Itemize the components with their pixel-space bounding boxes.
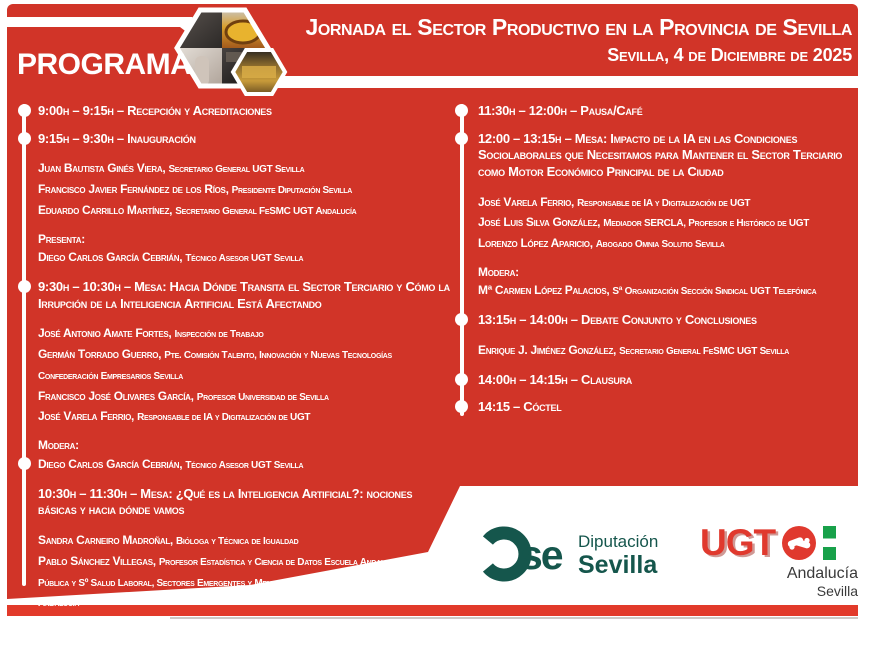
speaker-entry <box>478 233 860 254</box>
speaker-name: Juan Bautista Ginés Viera, <box>38 161 169 176</box>
time-slot-label: 10:30h – 11:30h – Mesa: ¿Qué es la Inteligencia Artificial?: nociones básicas y hacia dónde vamos <box>38 485 413 518</box>
speaker-name: Mª Carmen López Palacios, <box>478 283 613 298</box>
speaker-name: José Varela Ferrio, <box>38 409 138 424</box>
timeline-dot <box>18 280 31 293</box>
timeline-dot <box>455 104 468 117</box>
speaker-entry <box>38 344 452 386</box>
time-slot-label: 9:30h – 10:30h – Mesa: Hacia Dónde Transita el Sector Terciario y Cómo la Irrupción de la Inteligencia Artificial Está Afectando <box>38 279 450 311</box>
speaker-role: Mediador SERCLA, Profesor e Histórico de UGT <box>603 218 810 230</box>
speaker-entry <box>38 530 452 551</box>
speaker-name: José Luis Silva González, <box>478 215 604 230</box>
speaker-group <box>38 158 452 220</box>
schedule-column-right <box>478 103 860 427</box>
speaker-name: Luisa Ávila González, <box>38 642 146 657</box>
speaker-entry <box>38 406 452 427</box>
speaker-role: Secretario General FeSMC UGT Andalucía <box>175 205 357 217</box>
event-title: Jornada el Sector Productivo en la Provincia de Sevilla <box>305 14 852 40</box>
title-block <box>212 13 852 66</box>
speaker-role: Pte. Comisión Talento, Innovación y Nuevas Tecnologías Confederación Empresarios Sevilla <box>38 350 392 382</box>
speaker-entry <box>38 323 452 344</box>
speaker-role: Profesor Universidad de Sevilla <box>196 391 329 403</box>
diputacion-mark-text: se <box>520 532 562 578</box>
timeline-dot <box>455 132 468 145</box>
speaker-role-label: Presenta: <box>38 231 85 246</box>
speaker-group <box>478 192 860 254</box>
speaker-group <box>478 265 860 301</box>
speaker-group <box>38 438 452 474</box>
time-slot-label: 14:00h – 14:15h – Clausura <box>478 371 632 387</box>
time-slot-label: 11:30h – 12:00h – Pausa/Café <box>478 103 643 118</box>
speaker-role: Secretario General UGT Sevilla <box>168 164 305 176</box>
speaker-role: Presidente Diputación Sevilla <box>231 185 353 197</box>
ugt-city-label: Sevilla <box>816 582 858 599</box>
time-slot-label: 9:15h – 9:30h – Inauguración <box>38 130 196 146</box>
event-date: Sevilla, 4 de Diciembre de 2025 <box>607 44 852 65</box>
speaker-name: Pablo Sánchez Villegas, <box>38 553 159 568</box>
speaker-name: Diego Carlos García Cebrián, <box>38 456 186 471</box>
speaker-group <box>478 340 860 361</box>
speaker-entry <box>38 640 452 661</box>
speaker-entry <box>38 454 452 475</box>
speaker-role: Abogado Omnia Solutio Sevilla <box>595 239 725 251</box>
speaker-role: Secretario General FeSMC UGT Sevilla <box>619 345 790 357</box>
schedule-time-slot <box>38 103 452 120</box>
time-slot-label: 12:00 – 13:15h – Mesa: Impacto de la IA en las Condiciones Sociolaborales que Necesitamos para Mantener el Sector Terciario como Motor Económico Principal de la Ciudad <box>478 130 843 179</box>
ugt-region-label: Andalucía <box>786 565 858 582</box>
speaker-role-label: Modera: <box>478 264 519 279</box>
speaker-role: Técnico Asesor UGT Sevilla <box>185 459 304 471</box>
speaker-name: Enrique J. Jiménez González, <box>478 342 620 357</box>
schedule-time-slot <box>38 486 452 519</box>
timeline-left <box>22 104 26 586</box>
schedule-time-slot <box>38 131 452 148</box>
speaker-role: Responsable de IA y Digitalización de UGT <box>577 197 751 209</box>
speaker-name: Francisco José Olivares García, <box>38 388 197 403</box>
speaker-name: José Antonio Amate Fortes, <box>38 326 175 341</box>
timeline-dot <box>455 373 468 386</box>
speaker-entry <box>478 192 860 213</box>
schedule-time-slot <box>478 372 860 389</box>
speaker-name: Lorenzo López Aparicio, <box>478 236 596 251</box>
program-heading: PROGRAMA <box>17 48 192 81</box>
speaker-role: Responsable de IA y Digitalización de UGT <box>137 412 311 424</box>
timeline-dot <box>18 132 31 145</box>
speaker-name: Diego Carlos García Cebrián, <box>38 250 186 265</box>
speaker-entry <box>38 386 452 407</box>
speaker-role: Inspección de Trabajo <box>174 329 264 341</box>
schedule-time-slot <box>478 399 860 416</box>
speaker-name: Germán Torrado Guerro, <box>38 347 165 362</box>
speaker-name: Francisco Javier Fernández de los Ríos, <box>38 182 232 197</box>
schedule-time-slot <box>478 103 860 120</box>
time-slot-label: 9:00h – 9:15h – Recepción y Acreditaciones <box>38 103 272 118</box>
diputacion-label: Diputación <box>578 532 659 551</box>
speaker-name: Eduardo Carrillo Martínez, <box>38 202 176 217</box>
speaker-role: Sº Igualdad y Formación FeSMC UGT Andalucía <box>145 645 345 657</box>
speaker-group <box>38 323 452 427</box>
speaker-role: Técnico Asesor UGT Sevilla <box>185 253 304 265</box>
speaker-entry <box>38 247 452 268</box>
time-slot-label: 13:15h – 14:00h – Debate Conjunto y Conclusiones <box>478 312 757 328</box>
speaker-role: Bióloga y Técnica de Igualdad <box>175 535 299 547</box>
speaker-entry <box>478 340 860 361</box>
diputacion-city-label: Sevilla <box>578 551 658 579</box>
timeline-right <box>460 104 464 416</box>
speaker-role-label: Modera: <box>38 438 79 453</box>
speaker-role: Profesor Estadística y Ciencia de Datos Escuela Andaluza de Salud Pública y Sº Salud Laboral, Sectores Emergentes y Memoria Histórica y Democrática UGT Andalucía <box>38 556 438 610</box>
schedule-time-slot <box>478 131 860 181</box>
speaker-entry <box>38 179 452 200</box>
speaker-group <box>38 624 452 660</box>
speaker-entry <box>38 200 452 221</box>
schedule-column-left <box>38 103 452 671</box>
speaker-entry <box>38 551 452 613</box>
speaker-name: Sandra Carneiro Madroñal, <box>38 532 176 547</box>
schedule-time-slot <box>38 279 452 312</box>
speaker-group <box>38 232 452 268</box>
timeline-dot <box>18 104 31 117</box>
speaker-name: José Varela Ferrio, <box>478 194 578 209</box>
speaker-entry <box>38 158 452 179</box>
ugt-acronym: UGT <box>700 522 776 563</box>
schedule-time-slot <box>478 312 860 329</box>
speaker-role: Sª Organización Sección Sindical UGT Telefónica <box>612 286 817 298</box>
time-slot-label: 14:15 – Cóctel <box>478 399 562 415</box>
speaker-entry <box>478 212 860 233</box>
speaker-role-label: Modera: <box>38 624 79 639</box>
speaker-entry <box>478 280 860 301</box>
speaker-group <box>38 530 452 613</box>
